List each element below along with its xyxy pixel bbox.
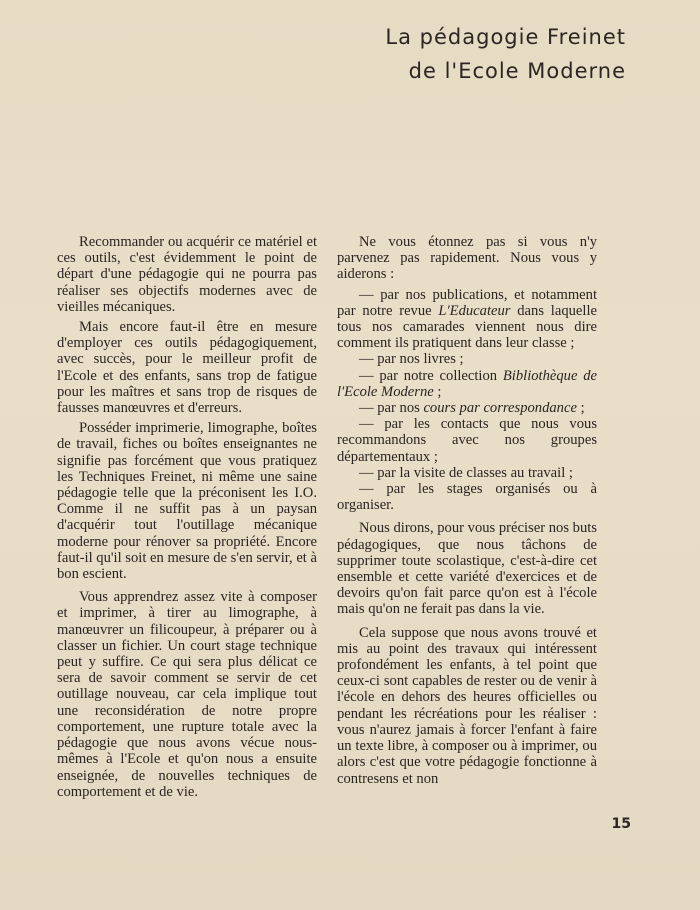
journal-title: L'Educateur: [438, 302, 511, 319]
paragraph: Recommander ou acquérir ce matériel et ces outils, c'est évidemment le point de départ d'une pédagogie qui ne pourra pas réaliser ses objectifs modernes avec de vieilles mécaniques.: [57, 234, 317, 315]
title-line-1: La pédagogie Freinet: [385, 25, 626, 49]
paragraph: Vous apprendrez assez vite à composer et imprimer, à tirer au limographe, à manœuvrer un filicoupeur, à préparer ou à classer un fichier. Un court stage technique peut y suffire. Ce qui sera plus délicat ce sera de savoir comment se servir de cet outillage nouveau, car cela implique tout une reconsidération de notre propre comportement, une rupture totale avec la pédagogie que nous avons vécue nous-mêmes à l'Ecole et qu'on nous a ensuite enseignée, de nouvelles techniques de comportement et de vie.: [57, 589, 317, 800]
left-column: [57, 234, 317, 804]
list-item: — par les stages organisés ou à organiser.: [337, 481, 597, 514]
page-title: [385, 20, 626, 88]
list-item: — par notre collection Bibliothèque de l'Ecole Moderne ;: [337, 367, 597, 400]
paragraph: Posséder imprimerie, limographe, boîtes de travail, fiches ou boîtes enseignantes ne signifie pas forcément que vous pratiquez les Techniques Freinet, ni même une saine pédagogie telle que la préconisent les I.O. Comme il ne suffit pas à un paysan d'acquérir tout l'outillage mécanique moderne pour rénover sa propriété. Encore faut-il qu'il soit en mesure de s'en servir, et à bon escient.: [57, 420, 317, 583]
list-item: — par nos publications, et notamment par notre revue L'Educateur dans laquelle tous nos camarades viennent nous dire comment ils pratiquent dans leur classe ;: [337, 286, 597, 352]
paragraph: Ne vous étonnez pas si vous n'y parvenez pas rapidement. Nous vous y aiderons :: [337, 234, 597, 283]
list-item: — par nos livres ;: [359, 351, 464, 368]
page-number: 15: [611, 816, 631, 832]
course-title: cours par correspondance: [423, 400, 577, 417]
paragraph: Mais encore faut-il être en mesure d'employer ces outils pédagogiquement, avec succès, pour le meilleur profit de l'Ecole et des enfants, sans trop de fatigue pour les maîtres et sans trop de risques de fausses manœuvres et d'erreurs.: [57, 319, 317, 417]
paragraph: Cela suppose que nous avons trouvé et mis au point des travaux qui intéressent profondément les enfants, à tel point que ceux-ci sont capables de rester ou de venir à l'école en dehors des heures officielles ou pendant les récréations pour les réaliser : vous n'aurez jamais à forcer l'enfant à faire un texte libre, à composer ou à imprimer, ou alors c'est que votre pédagogie fonctionne à contresens et non: [337, 624, 597, 787]
list-item: — par les contacts que nous vous recommandons avec nos groupes départementaux ;: [337, 416, 597, 465]
right-column: [337, 234, 597, 791]
collection-title: Bibliothèque de l'Ecole Moderne: [337, 367, 597, 400]
paragraph: Nous dirons, pour vous préciser nos buts pédagogiques, que nous tâchons de supprimer toute scolastique, c'est-à-dire cet ensemble et cette variété d'exercices et de devoirs qu'on fait parce qu'on est à l'école mais qu'on ne ferait pas dans la vie.: [337, 520, 597, 618]
title-line-2: de l'Ecole Moderne: [408, 59, 626, 83]
list-item: — par la visite de classes au travail ;: [359, 464, 573, 481]
list-item: — par nos cours par correspondance ;: [359, 400, 585, 417]
